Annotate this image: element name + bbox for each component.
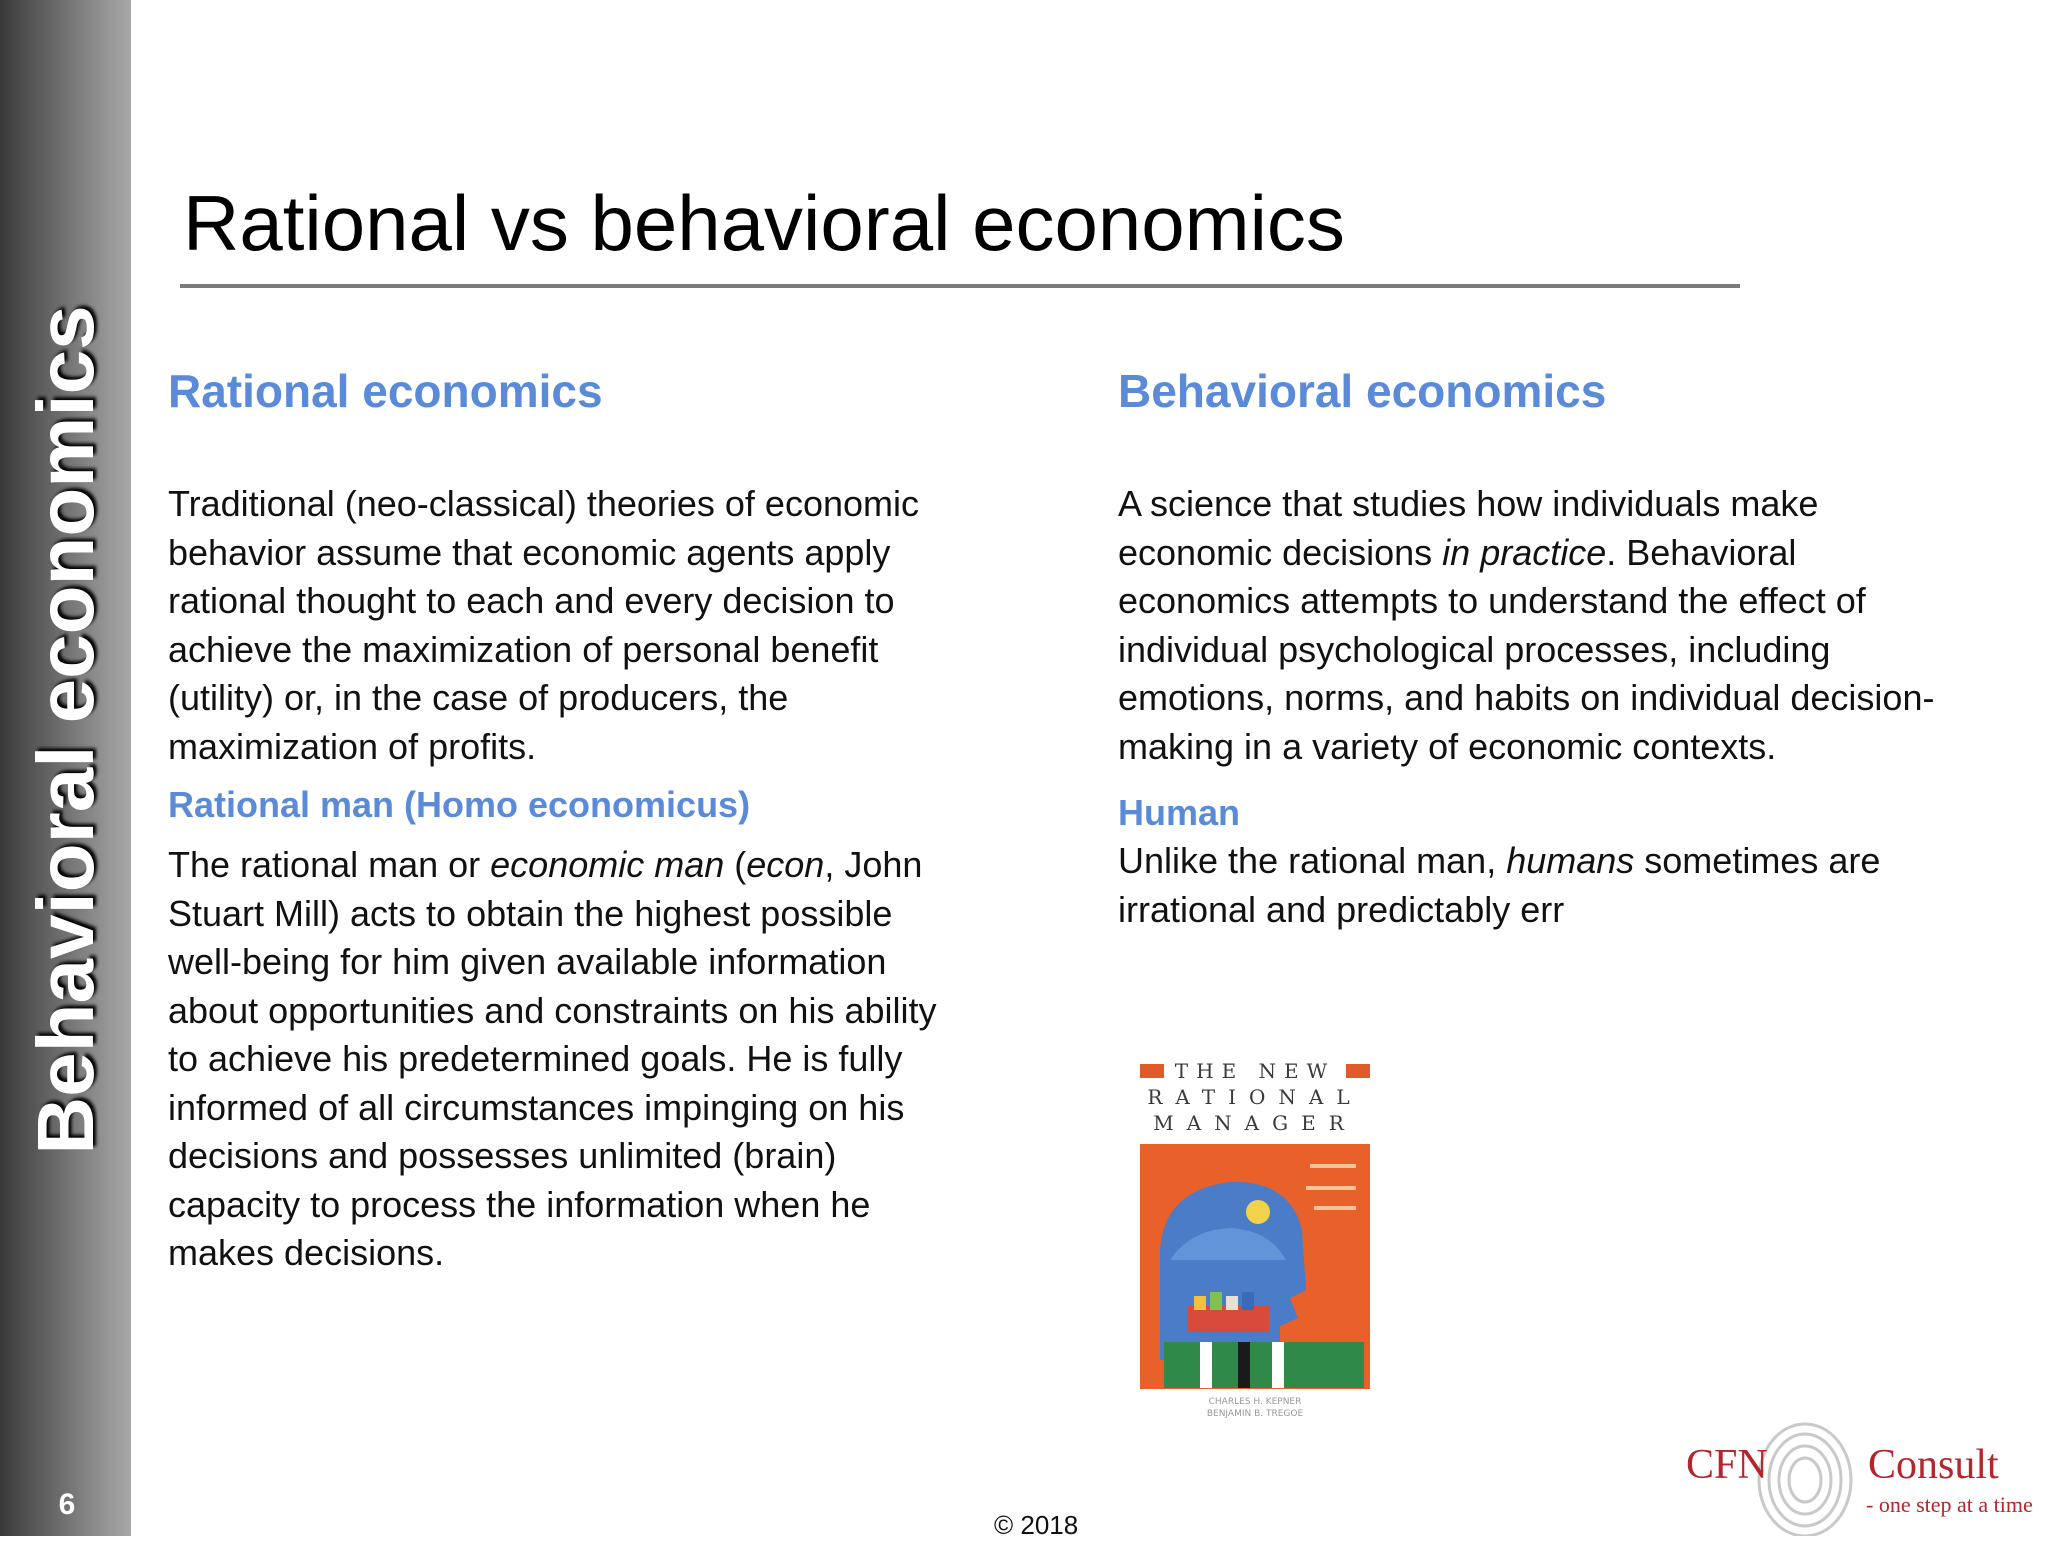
- slide-title: Rational vs behavioral economics: [183, 179, 1345, 267]
- cover-title-line1: THE NEW: [1174, 1060, 1336, 1083]
- sidebar-title: Behavioral economics: [21, 305, 110, 1155]
- rational-man-heading: Rational man (Homo economicus): [168, 784, 751, 825]
- rational-economics-heading: Rational economics: [168, 365, 603, 417]
- behavioral-economics-text: A science that studies how individuals make economic decisions in practice. Behavioral economics attempts to understand the effect of individual psychological processes, including emotions, norms, and habits on individual decision-making in a variety of economic contexts.: [1118, 483, 1935, 767]
- book-cover-image: [1130, 1060, 1380, 1430]
- sidebar: [0, 0, 131, 1536]
- human-text: Unlike the rational man, humans sometimes are irrational and predictably err: [1118, 840, 1881, 930]
- logo-cfn-text: CFN: [1686, 1442, 1768, 1488]
- cfn-consult-logo: [1680, 1410, 2048, 1536]
- cover-title-line2: RATIONAL: [1147, 1085, 1363, 1109]
- fingerprint-icon: [1759, 1424, 1851, 1536]
- logo-tagline: - one step at a time: [1866, 1492, 2033, 1517]
- human-heading: Human: [1118, 792, 1241, 833]
- page-number: 6: [58, 1488, 76, 1521]
- logo-consult-text: Consult: [1868, 1442, 1999, 1488]
- behavioral-economics-heading: Behavioral economics: [1118, 365, 1607, 417]
- rational-man-text: The rational man or economic man (econ, John Stuart Mill) acts to obtain the highest possible well-being for him given available information about opportunities and constraints on his ability to achieve his predetermined goals. He is fully informed of all circumstances impinging on his decisions and possesses unlimited (brain) capacity to process the information when he makes decisions.: [168, 844, 937, 1273]
- cover-author-1: CHARLES H. KEPNER: [1208, 1397, 1302, 1407]
- cover-title-line3: MANAGER: [1153, 1111, 1357, 1135]
- cover-author-2: BENJAMIN B. TREGOE: [1206, 1409, 1304, 1419]
- rational-economics-text: Traditional (neo-classical) theories of economic behavior assume that economic agents apply rational thought to each and every decision to achieve the maximization of personal benefit (utility) or, in the case of producers, the maximization of profits.: [168, 483, 919, 767]
- left-column: [168, 360, 968, 1278]
- title-divider: [180, 284, 1740, 288]
- right-column: [1118, 360, 1938, 934]
- copyright-text: © 2018: [994, 1510, 1079, 1540]
